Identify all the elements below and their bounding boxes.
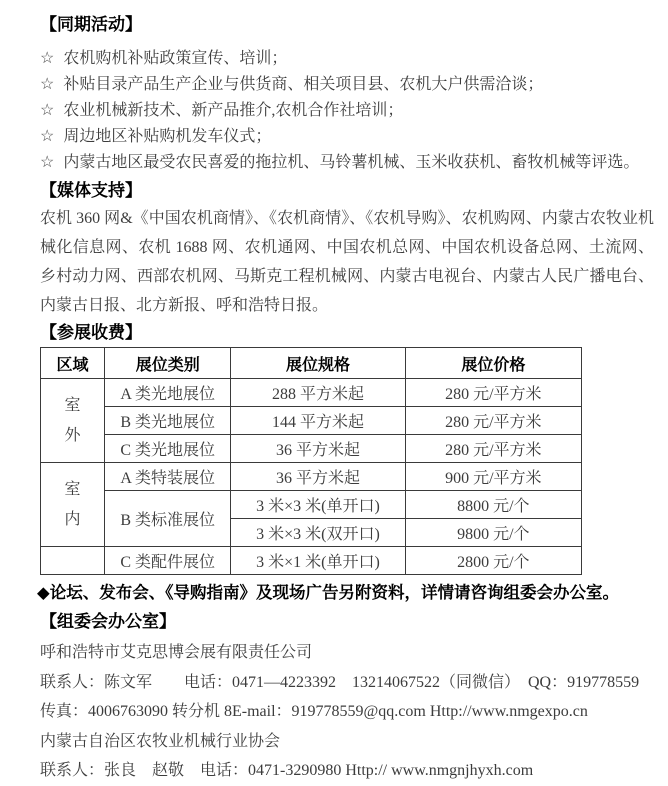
price-cell: 9800 元/个 xyxy=(405,519,581,547)
activity-text: 农业机械新技术、新产品推介,农机合作社培训； xyxy=(63,102,404,119)
office-company-name: 呼和浩特市艾克思博会展有限责任公司 xyxy=(40,644,313,661)
section-heading-office: 【组委会办公室】 xyxy=(40,612,176,631)
star-bullet-icon: ☆ xyxy=(40,102,55,119)
category-cell: B 类标准展位 xyxy=(105,491,231,547)
price-cell: 2800 元/个 xyxy=(405,547,581,575)
zone-label: 室外 xyxy=(64,396,81,444)
category-cell: A 类特装展位 xyxy=(105,463,231,491)
section-heading-media: 【媒体支持】 xyxy=(40,181,142,200)
category-cell: C 类配件展位 xyxy=(105,547,231,575)
price-cell: 900 元/平方米 xyxy=(405,463,581,491)
list-item xyxy=(40,124,654,150)
star-bullet-icon: ☆ xyxy=(40,76,55,93)
table-row xyxy=(41,435,582,463)
activity-text: 周边地区补贴购机发车仪式； xyxy=(63,128,272,145)
fee-table xyxy=(40,347,582,575)
category-cell: A 类光地展位 xyxy=(105,379,231,407)
table-header-row xyxy=(41,348,582,379)
column-header-spec: 展位规格 xyxy=(231,348,405,379)
table-row xyxy=(41,547,582,575)
star-bullet-icon: ☆ xyxy=(40,50,55,67)
activity-text: 农机购机补贴政策宣传、培训； xyxy=(63,50,288,67)
spec-cell: 288 平方米起 xyxy=(231,379,405,407)
zone-cell-empty xyxy=(41,547,105,575)
section-heading-activities: 【同期活动】 xyxy=(40,15,142,34)
table-row xyxy=(41,379,582,407)
media-support-paragraph: 农机 360 网&《中国农机商情》、《农机商情》、《农机导购》、农机购网、内蒙古农牧业机械化信息网、农机 1688 网、农机通网、中国农机总网、中国农机设备总网、土流网、乡村动力网、西部农机网、马斯克工程机械网、内蒙古电视台、内蒙古人民广播电台、内蒙古日报、北方新报、呼和浩特日报。 xyxy=(40,210,654,314)
spec-cell: 36 平方米起 xyxy=(231,435,405,463)
activity-text: 内蒙古地区最受农民喜爱的拖拉机、马铃薯机械、玉米收获机、畜牧机械等评选。 xyxy=(63,154,640,171)
section-heading-fees: 【参展收费】 xyxy=(40,323,142,342)
list-item xyxy=(40,72,654,98)
office-contact-block xyxy=(40,638,654,786)
category-cell: C 类光地展位 xyxy=(105,435,231,463)
price-cell: 280 元/平方米 xyxy=(405,379,581,407)
price-cell: 8800 元/个 xyxy=(405,491,581,519)
office-fax-line: 传真：4006763090 转分机 8E-mail：919778559@qq.com Http://www.nmgexpo.cn xyxy=(40,703,588,720)
list-item xyxy=(40,150,654,176)
activity-text: 补贴目录产品生产企业与供货商、相关项目县、农机大户供需洽谈； xyxy=(63,76,544,93)
column-header-category: 展位类别 xyxy=(105,348,231,379)
list-item xyxy=(40,98,654,124)
price-cell: 280 元/平方米 xyxy=(405,435,581,463)
spec-cell: 3 米×1 米(单开口) xyxy=(231,547,405,575)
spec-cell: 36 平方米起 xyxy=(231,463,405,491)
column-header-price: 展位价格 xyxy=(405,348,581,379)
price-cell: 280 元/平方米 xyxy=(405,407,581,435)
spec-cell: 144 平方米起 xyxy=(231,407,405,435)
table-row xyxy=(41,407,582,435)
zone-cell-indoor xyxy=(41,463,105,547)
list-item xyxy=(40,46,654,72)
spec-cell: 3 米×3 米(单开口) xyxy=(231,491,405,519)
category-cell: B 类光地展位 xyxy=(105,407,231,435)
activities-list xyxy=(40,46,654,176)
zone-cell-outdoor xyxy=(41,379,105,463)
office-association-name: 内蒙古自治区农牧业机械行业协会 xyxy=(40,732,281,750)
column-header-zone: 区域 xyxy=(41,348,105,379)
star-bullet-icon: ☆ xyxy=(40,154,55,171)
zone-label: 室内 xyxy=(64,480,81,528)
office-contact-line-2: 联系人：张良 赵敬 电话：0471-3290980 Http:// www.nmgnjhyxh.com xyxy=(40,762,534,779)
office-contact-line: 联系人：陈文军 电话：0471—4223392 13214067522（同微信） QQ：919778559 xyxy=(40,673,640,691)
table-row xyxy=(41,463,582,491)
spec-cell: 3 米×3 米(双开口) xyxy=(231,519,405,547)
fees-note: ◆论坛、发布会、《导购指南》及现场广告另附资料，详情请咨询组委会办公室。 xyxy=(37,584,619,602)
star-bullet-icon: ☆ xyxy=(40,128,55,145)
table-row xyxy=(41,491,582,519)
